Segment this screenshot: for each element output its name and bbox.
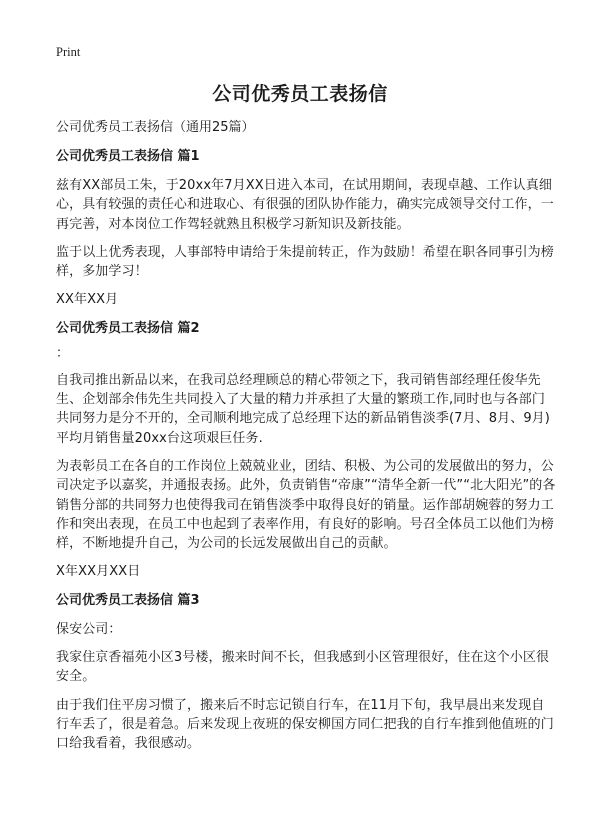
paragraph: 监于以上优秀表现，人事部特申请给于朱提前转正，作为鼓励！希望在职各同事引为榜样，多加学习！ <box>56 244 554 280</box>
section-heading-2: 公司优秀员工表扬信 篇2 <box>56 320 200 336</box>
colon-marker: ： <box>56 345 70 361</box>
salutation: 保安公司： <box>56 621 122 637</box>
paragraph: 兹有XX部员工朱，于20xx年7月XX日进入本司，在试用期间，表现卓越、工作认真细心，具有较强的责任心和进取心、有很强的团队协作能力，确实完成领导交付工作，一再完善，对本岗位工作驾轻就熟且积极学习新知识及新技能。 <box>56 178 554 232</box>
paragraph: 自我司推出新品以来，在我司总经理顾总的精心带领之下，我司销售部经理任俊华先生、企划部余伟先生共同投入了大量的精力并承担了大量的繁琐工作,同时也与各部门共同努力是分不开的，全司顺利地完成了总经理下达的新品销售淡季(7月、8月、9月)平均月销售量20xx台这项艰巨任务. <box>56 372 550 446</box>
paragraph: 由于我们住平房习惯了，搬来后不时忘记锁自行车，在11月下旬，我早晨出来发现自行车丢了，很是着急。后来发现上夜班的保安柳国方同仁把我的自行车推到他值班的门口给我看着，我很感动。 <box>56 697 554 752</box>
section-heading-1: 公司优秀员工表扬信 篇1 <box>56 149 200 164</box>
paragraph: 为表彰员工在各自的工作岗位上兢兢业业，团结、积极、为公司的发展做出的努力，公司决定予以嘉奖，并通报表扬。此外，负责销售“帝康”“清华全新一代”“北大阳光”的各销售分部的共同努力也使得我司在销售淡季中取得良好的销量。运作部胡婉蓉的努力工作和突出表现，在员工中也起到了表率作用，有良好的影响。号召全体员工以他们为榜样，不断地提升自己，为公司的长远发展做出自己的贡献。 <box>56 458 556 552</box>
paragraph: 我家住京香福苑小区3号楼，搬来时间不长，但我感到小区管理很好，住在这个小区很安全。 <box>56 650 550 685</box>
print-label[interactable]: Print <box>56 45 81 59</box>
document-title: 公司优秀员工表扬信 <box>212 83 388 105</box>
date-line: XX年XX月 <box>56 292 119 308</box>
date-line: X年XX月XX日 <box>56 564 141 580</box>
document-subtitle: 公司优秀员工表扬信（通用25篇） <box>56 120 255 135</box>
section-heading-3: 公司优秀员工表扬信 篇3 <box>56 592 200 608</box>
document-body <box>56 118 556 763</box>
